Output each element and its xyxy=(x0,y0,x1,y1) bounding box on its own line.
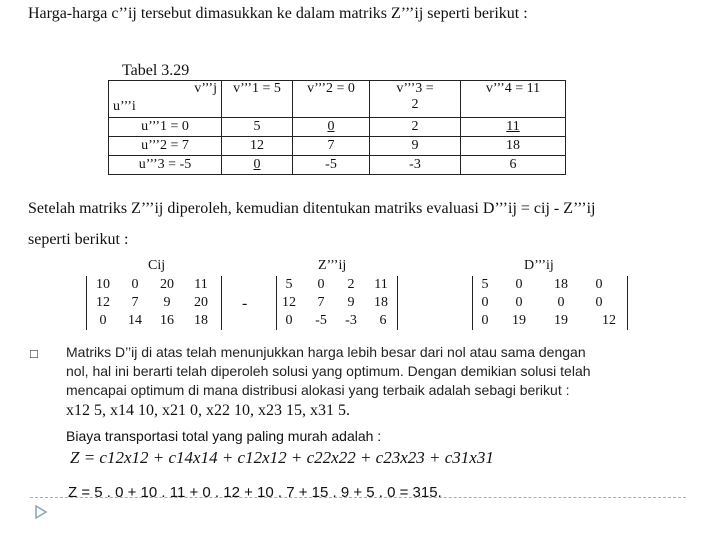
table-cell: 11 xyxy=(461,118,566,137)
matrix-cell: 9 xyxy=(163,295,171,310)
table-title: Tabel 3.29 xyxy=(122,62,190,79)
matrix-cell: 2 xyxy=(347,277,355,292)
heading-line: Harga-harga c’’ij tersebut dimasukkan ke dalam matriks Z’’’ij seperti berikut : xyxy=(28,5,528,22)
table-3-29 xyxy=(108,80,566,175)
paragraph-line-1: Matriks D’’ij di atas telah menunjukkan harga lebih besar dari nol atau sama dengan xyxy=(66,344,586,360)
matrix-cell: 18 xyxy=(194,313,208,328)
table-cell: -5 xyxy=(293,156,370,175)
matrix-cell: 12 xyxy=(602,313,616,328)
matrix-cell: 14 xyxy=(128,313,142,328)
matrix-cell: 0 xyxy=(557,295,565,310)
table-cell: 18 xyxy=(461,137,566,156)
matrix-cell: 6 xyxy=(379,313,387,328)
matrix-cell: 20 xyxy=(160,277,174,292)
cost-label: Biaya transportasi total yang paling murah adalah : xyxy=(66,428,382,444)
table-cell: 12 xyxy=(222,137,293,156)
objective-result: Z = 5 . 0 + 10 . 11 + 0 . 12 + 10 . 7 + 15 . 9 + 5 . 0 = 315. xyxy=(68,484,442,501)
matrix-cell: 0 xyxy=(285,313,293,328)
matrix-cell: 0 xyxy=(99,313,107,328)
matrix-cell: 0 xyxy=(131,277,139,292)
evaluation-sentence-cont: seperti berikut : xyxy=(28,231,129,248)
bullet-icon: □ xyxy=(30,346,38,361)
matrix-cell: 18 xyxy=(554,277,568,292)
col-header-3-line2: 2 xyxy=(411,97,419,112)
matrix-cell: 7 xyxy=(131,295,139,310)
row-label: u’’’3 = -5 xyxy=(109,156,222,175)
corner-top-label: v’’’j xyxy=(194,81,217,96)
z-matrix-label: Z’’’ij xyxy=(318,258,347,273)
matrix-cell: 7 xyxy=(317,295,325,310)
col-header-3-line1: v’’’3 = xyxy=(396,81,434,96)
matrix-cell: 0 xyxy=(317,277,325,292)
matrix-cell: 0 xyxy=(515,277,523,292)
matrix-cell: 11 xyxy=(194,277,208,292)
evaluation-sentence: Setelah matriks Z’’’ij diperoleh, kemudian ditentukan matriks evaluasi D’’’ij = cij - Z’’’ij xyxy=(28,200,596,217)
matrix-cell: -5 xyxy=(315,313,327,328)
table-row xyxy=(109,118,566,137)
table-cell: 7 xyxy=(293,137,370,156)
table-row xyxy=(109,137,566,156)
matrix-cell: -3 xyxy=(345,313,357,328)
matrix-cell: 9 xyxy=(347,295,355,310)
table-cell: 5 xyxy=(222,118,293,137)
table-corner-cell xyxy=(109,81,222,118)
matrix-cell: 11 xyxy=(374,277,388,292)
matrix-cell: 0 xyxy=(481,313,489,328)
table-cell: 9 xyxy=(370,137,461,156)
table-row xyxy=(109,156,566,175)
row-label: u’’’1 = 0 xyxy=(109,118,222,137)
matrix-cell: 12 xyxy=(282,295,296,310)
d-matrix-label: D’’’ij xyxy=(524,258,554,273)
table-cell: 2 xyxy=(370,118,461,137)
table-cell: 6 xyxy=(461,156,566,175)
paragraph-line-3: mencapai optimum di mana distribusi alokasi yang terbaik adalah sebagi berikut : xyxy=(66,382,570,398)
corner-bottom-label: u’’’i xyxy=(113,99,136,114)
matrix-cell: 18 xyxy=(374,295,388,310)
paragraph-line-2: nol, hal ini berarti telah diperoleh solusi yang optimum. Dengan demikian solusi telah xyxy=(66,363,591,379)
matrix-cell: 20 xyxy=(194,295,208,310)
col-header-1: v’’’1 = 5 xyxy=(222,81,293,118)
col-header-4: v’’’4 = 11 xyxy=(461,81,566,118)
matrix-cell: 19 xyxy=(512,313,526,328)
slide-corner-icon xyxy=(34,505,48,519)
matrix-cell: 12 xyxy=(96,295,110,310)
col-header-3 xyxy=(370,81,461,118)
matrix-cell: 19 xyxy=(554,313,568,328)
matrix-cell: 0 xyxy=(515,295,523,310)
table-cell: 0 xyxy=(222,156,293,175)
objective-formula: Z = c12x12 + c14x14 + c12x12 + c22x22 + c23x23 + c31x31 xyxy=(70,448,494,467)
matrix-cell: 5 xyxy=(285,277,293,292)
table-cell: 0 xyxy=(293,118,370,137)
matrix-cell: 16 xyxy=(160,313,174,328)
table-cell: -3 xyxy=(370,156,461,175)
col-header-2: v’’’2 = 0 xyxy=(293,81,370,118)
matrix-cell: 10 xyxy=(96,277,110,292)
matrix-cell: 0 xyxy=(481,295,489,310)
row-label: u’’’2 = 7 xyxy=(109,137,222,156)
matrix-cell: 5 xyxy=(481,277,489,292)
matrix-cell: 0 xyxy=(595,295,603,310)
allocation-values: x12 5, x14 10, x21 0, x22 10, x23 15, x31 5. xyxy=(66,402,350,419)
cij-label: Cij xyxy=(148,258,166,273)
matrix-cell: 0 xyxy=(595,277,603,292)
minus-sign: - xyxy=(242,295,248,312)
